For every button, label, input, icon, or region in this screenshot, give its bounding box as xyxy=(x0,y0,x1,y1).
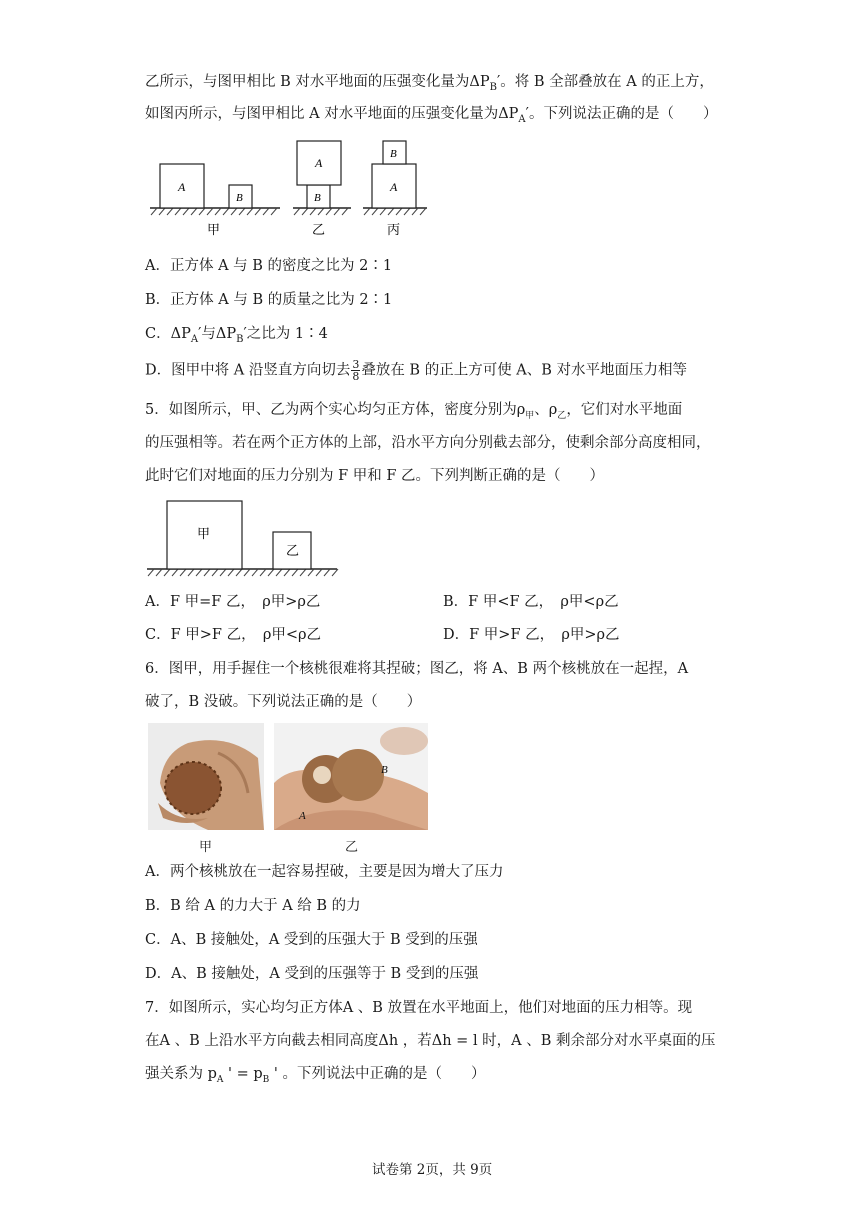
q5-line3: 此时它们对地面的压力分别为 F 甲和 F 乙。下列判断正确的是（ ） xyxy=(145,468,605,484)
q5-line2: 的压强相等。若在两个正方体的上部，沿水平方向分别截去部分，使剩余部分高度相同， xyxy=(145,435,711,451)
fraction: $\frac{3}{8}$ xyxy=(352,358,360,383)
q5-option-b: B．F 甲<F 乙， ρ甲<ρ乙 xyxy=(443,594,619,610)
q6-option-a: A．两个核桃放在一起容易捏破，主要是因为增大了压力 xyxy=(145,864,504,880)
svg-text:A: A xyxy=(299,810,306,822)
figure-bing xyxy=(363,141,427,237)
q7-line1: 7．如图所示，实心均匀正方体A 、B 放置在水平地面上，他们对地面的压力相等。现 xyxy=(145,1000,693,1016)
caption-yi: 乙 xyxy=(312,222,326,237)
q4-option-c: C．$\Delta P_A'$与$\Delta P_B'$之比为 1∶4 xyxy=(145,326,328,345)
q5-figure xyxy=(145,497,340,582)
svg-text:B: B xyxy=(390,148,397,160)
figure-yi xyxy=(293,141,351,237)
q5-option-d: D．F 甲>F 乙， ρ甲>ρ乙 xyxy=(443,627,620,643)
q6-option-d: D．A、B 接触处，A 受到的压强等于 B 受到的压强 xyxy=(145,966,479,982)
q4-option-d: D．图甲中将 A 沿竖直方向切去 $\frac{3}{8}$ 叠放在 B 的正上方可使 A、B 对水平地面压力相等 xyxy=(145,358,688,383)
photo-caption-jia: 甲 xyxy=(199,840,213,855)
page-footer: 试卷第 2页，共 9页 xyxy=(372,1162,493,1178)
photo-caption-yi: 乙 xyxy=(345,840,359,855)
q4-option-a: A．正方体 A 与 B 的密度之比为 2∶1 xyxy=(145,258,393,274)
cube-yi-label: 乙 xyxy=(286,543,300,558)
caption-jia: 甲 xyxy=(207,222,221,237)
q5-option-a: A．F 甲=F 乙， ρ甲>ρ乙 xyxy=(145,594,321,610)
svg-text:A: A xyxy=(315,156,323,170)
q6-option-b: B．B 给 A 的力大于 A 给 B 的力 xyxy=(145,898,361,914)
q6-line2: 破了，B 没破。下列说法正确的是（ ） xyxy=(145,694,422,710)
q4-line1: 乙所示，与图甲相比 B 对水平地面的压强变化量为$\Delta P_B'$。将 B 全部叠放在 A 的正上方， xyxy=(145,74,714,93)
q4-figure xyxy=(145,136,435,244)
q7-line3: 强关系为 $p_A$ ' = $p_B$ ' 。下列说法中正确的是（ ） xyxy=(145,1066,486,1085)
svg-text:B: B xyxy=(381,764,388,776)
q6-option-c: C．A、B 接触处，A 受到的压强大于 B 受到的压强 xyxy=(145,932,478,948)
cube-jia-label: 甲 xyxy=(197,526,211,541)
q4-line2: 如图丙所示，与图甲相比 A 对水平地面的压强变化量为$\Delta P_A'$。下列说法正确的是（ ） xyxy=(145,106,718,125)
walnut-photo-jia xyxy=(148,723,264,830)
svg-text:A: A xyxy=(390,180,398,194)
figure-jia xyxy=(150,164,280,237)
cube-a-label: A xyxy=(178,180,186,194)
q4-option-b: B．正方体 A 与 B 的质量之比为 2∶1 xyxy=(145,292,393,308)
svg-text:B: B xyxy=(314,192,321,204)
cube-b-label: B xyxy=(236,192,243,204)
q6-line1: 6．图甲，用手握住一个核桃很难将其捏破；图乙，将 A、B 两个核桃放在一起捏，A xyxy=(145,661,689,677)
walnut-photo-yi xyxy=(274,723,428,830)
q5-line1: 5．如图所示，甲、乙为两个实心均匀正方体，密度分别为$\rho_甲$、$\rho_乙$，它们对水平地面 xyxy=(145,402,683,421)
q5-option-c: C．F 甲>F 乙， ρ甲<ρ乙 xyxy=(145,627,322,643)
caption-bing: 丙 xyxy=(387,222,401,237)
q7-line2: 在A 、B 上沿水平方向截去相同高度Δh ，若Δh = l 时，A 、B 剩余部分对水平桌面的压 xyxy=(145,1033,716,1049)
